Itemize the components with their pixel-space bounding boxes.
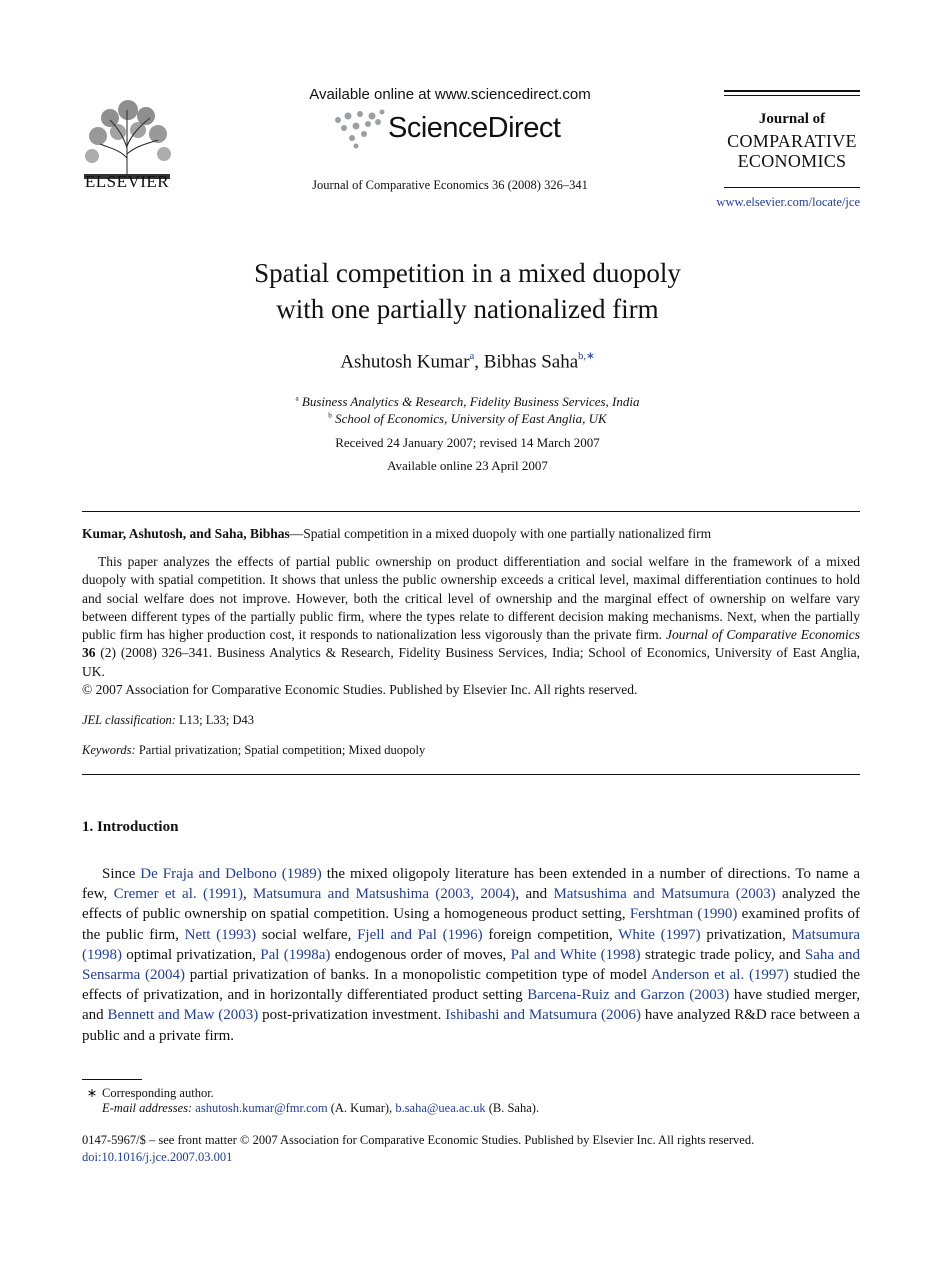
citation-link[interactable]: Saha and Sensarma (2004) <box>82 946 861 984</box>
keywords <box>82 743 425 758</box>
citation-link[interactable]: Ishibashi and Matsumura (2006) <box>445 1007 642 1024</box>
author-list <box>0 350 935 373</box>
intro-text: Since <box>102 866 141 882</box>
email-owner: (B. Saha). <box>485 1101 540 1115</box>
intro-text: examined profits of the public firm, <box>82 906 860 943</box>
intro-text: , and <box>515 886 554 903</box>
keywords-value: Partial privatization; Spatial competition; Mixed duopoly <box>135 743 426 757</box>
available-online-date: Available online 23 April 2007 <box>387 458 548 473</box>
email-owner: (A. Kumar), <box>327 1101 396 1115</box>
affiliation-text: School of Economics, University of East Anglia, UK <box>335 411 607 426</box>
corresponding-author-note <box>82 1085 214 1101</box>
jel-classification <box>82 713 254 728</box>
abstract-head-authors: Kumar, Ashutosh, and Saha, Bibhas <box>82 526 290 541</box>
journal-of-label: Journal of <box>758 111 826 127</box>
intro-text: have analyzed R&D race between a public and a private firm. <box>82 1007 860 1044</box>
abstract-rule-top <box>82 511 860 512</box>
citation-link[interactable]: Cremer et al. (1991) <box>113 886 243 903</box>
citation-link[interactable]: Pal (1998a) <box>260 946 331 963</box>
intro-text: post-privatization investment. <box>258 1007 446 1024</box>
intro-text: studied the effects of privatization, and in horizontally differentiated product setting <box>82 967 861 1004</box>
intro-text: strategic trade policy, and <box>640 946 805 963</box>
affiliation-mark[interactable]: b,∗ <box>578 351 595 362</box>
abstract-rule-bottom <box>82 774 860 775</box>
affiliation-mark: b <box>328 411 332 420</box>
elsevier-wordmark: ELSEVIER <box>84 172 170 191</box>
email-link[interactable]: ashutosh.kumar@fmr.com <box>195 1101 328 1115</box>
intro-paragraph <box>82 864 860 1046</box>
journal-url-link[interactable]: www.elsevier.com/locate/jce <box>716 195 860 209</box>
footnote-star: ∗ <box>86 1086 98 1100</box>
intro-text: privatization, <box>700 926 792 943</box>
citation-link[interactable]: Fershtman (1990) <box>629 906 738 923</box>
affiliation-b <box>0 411 935 427</box>
abstract-copyright: © 2007 Association for Comparative Economic Studies. Published by Elsevier Inc. All rights reserved. <box>82 682 638 698</box>
received-dates: Received 24 January 2007; revised 14 March 2007 <box>335 435 600 450</box>
available-online-text[interactable]: Available online at www.sciencedirect.com <box>309 86 591 103</box>
citation-link[interactable]: White (1997) <box>618 926 701 943</box>
abstract-volume: 36 <box>82 645 96 661</box>
author-name: Bibhas Saha <box>483 351 579 373</box>
affiliation-mark[interactable]: a <box>469 351 475 362</box>
intro-text: social welfare, <box>256 926 358 943</box>
intro-text: endogenous order of moves, <box>330 946 511 963</box>
citation-link[interactable]: Nett (1993) <box>184 926 257 943</box>
journal-rule-top-thin <box>724 95 860 96</box>
email-link[interactable]: b.saha@uea.ac.uk <box>395 1101 486 1115</box>
citation-link[interactable]: Fjell and Pal (1996) <box>357 926 483 943</box>
citation-link[interactable]: Pal and White (1998) <box>510 946 641 963</box>
journal-rule-top <box>724 90 860 92</box>
journal-name-line1: COMPARATIVE <box>727 131 857 151</box>
affiliation-mark: a <box>295 394 299 403</box>
article-title-line2: with one partially nationalized firm <box>276 294 659 324</box>
citation-link[interactable]: Matsumura (1998) <box>82 926 860 963</box>
email-note <box>102 1101 539 1116</box>
affiliation-a <box>0 394 935 410</box>
intro-text: analyzed the effects of public ownership on spatial competition. Using a homogeneous product setting, <box>82 886 860 923</box>
affiliation-text: Business Analytics & Research, Fidelity Business Services, India <box>301 394 640 409</box>
intro-text: foreign competition, <box>482 926 619 943</box>
author-name: Ashutosh Kumar <box>340 351 470 373</box>
journal-name-line2: ECONOMICS <box>737 151 847 171</box>
jel-label: JEL classification: <box>82 713 176 727</box>
citation-link[interactable]: Anderson et al. (1997) <box>651 967 789 984</box>
abstract-heading <box>82 526 860 542</box>
abstract-body <box>82 553 860 699</box>
section-heading: 1. Introduction <box>82 819 179 835</box>
abstract-head-title: —Spatial competition in a mixed duopoly with one partially nationalized firm <box>289 526 712 541</box>
intro-text: have studied merger, and <box>82 987 861 1024</box>
author-separator: , <box>474 351 484 373</box>
journal-citation: Journal of Comparative Economics 36 (2008) 326–341 <box>312 178 588 192</box>
citation-link[interactable]: De Fraja and Delbono (1989) <box>140 866 322 882</box>
intro-text: optimal privatization, <box>122 946 261 963</box>
doi-link[interactable]: doi:10.1016/j.jce.2007.03.001 <box>82 1150 233 1164</box>
abstract-text: This paper analyzes the effects of partial public ownership on product differentiation and social welfare in the framework of a mixed duopoly with spatial competition. It shows that unless the public ownership exceeds a critical level, maximal differentiation continues to hold and social welfare does not improve. However, both the critical level of ownership and the marginal effect of ownership on welfare vary between different types of the partially public firm, where the types relate to different decision making mechanisms. Next, when the partially public firm has higher production cost, it responds to nationalization less vigorously than the private firm. <box>82 554 860 643</box>
citation-link[interactable]: Barcena-Ruiz and Garzon (2003) <box>527 987 730 1004</box>
sciencedirect-wordmark[interactable]: ScienceDirect <box>388 112 561 144</box>
article-title-line1: Spatial competition in a mixed duopoly <box>254 258 681 288</box>
jel-value: L13; L33; D43 <box>175 713 254 727</box>
footnote-rule <box>82 1079 142 1080</box>
issn-line: 0147-5967/$ – see front matter © 2007 Association for Comparative Economic Studies. Published by Elsevier Inc. All rights reserved. <box>82 1133 755 1147</box>
intro-text: , <box>242 886 254 903</box>
journal-rule-bottom <box>724 187 860 188</box>
email-label: E-mail addresses: <box>102 1101 193 1115</box>
citation-link[interactable]: Bennett and Maw (2003) <box>107 1007 259 1024</box>
abstract-rest: (2) (2008) 326–341. Business Analytics & Research, Fidelity Business Services, India; School of Economics, University of East Anglia, UK. <box>82 645 860 679</box>
intro-text: partial privatization of banks. In a monopolistic competition type of model <box>185 967 652 984</box>
citation-link[interactable]: Matsushima and Matsumura (2003) <box>553 886 776 903</box>
abstract-journal: Journal of Comparative Economics <box>665 627 860 643</box>
keywords-label: Keywords: <box>82 743 136 757</box>
intro-text: the mixed oligopoly literature has been extended in a number of directions. To name a few, <box>82 866 860 903</box>
citation-link[interactable]: Matsumura and Matsushima (2003, 2004) <box>253 886 516 903</box>
corresponding-text: Corresponding author. <box>102 1086 214 1100</box>
